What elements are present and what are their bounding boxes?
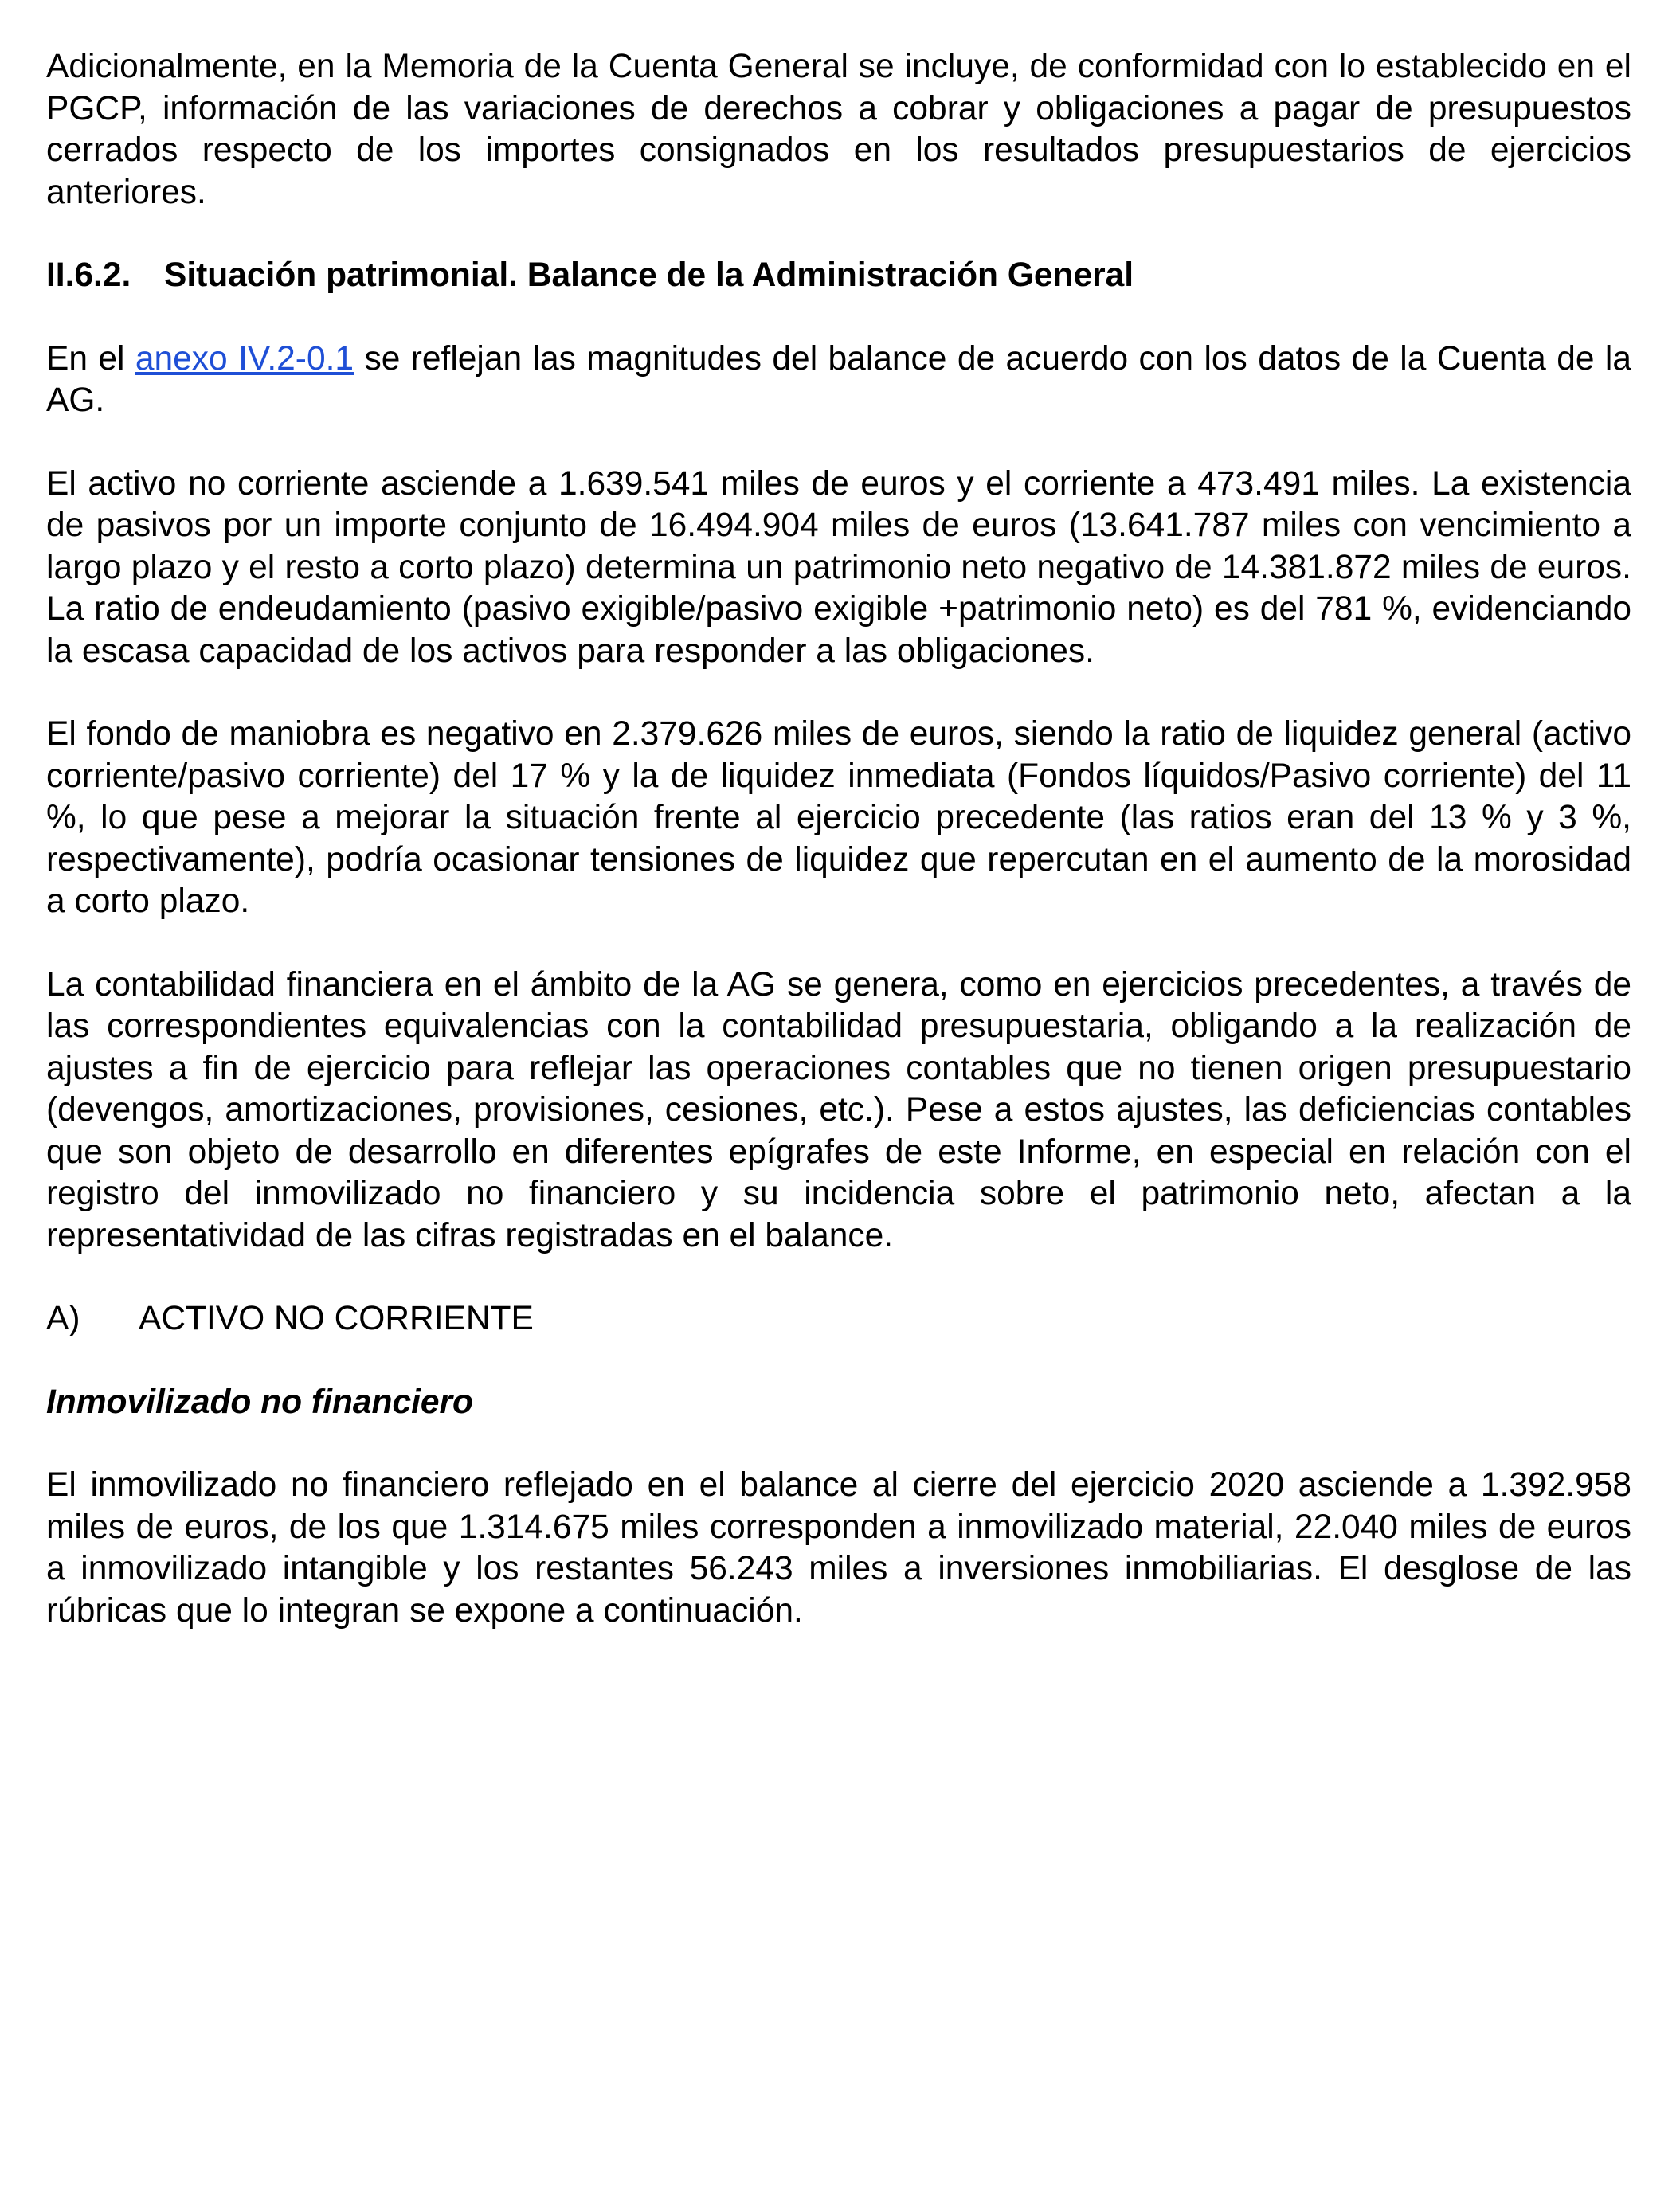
paragraph-anexo bbox=[46, 338, 1631, 422]
section-number: II.6.2. bbox=[46, 256, 131, 294]
paragraph-anexo-intro: En el bbox=[46, 339, 135, 378]
italic-subheading: Inmovilizado no financiero bbox=[46, 1383, 474, 1421]
paragraph-activo: El activo no corriente asciende a 1.639.541 miles de euros y el corriente a 473.491 miles. La existencia de pasivos por un importe conjunto de 16.494.904 miles de euros (13.641.787 miles con vencimiento a largo plazo y el resto a corto plazo) determina un patrimonio neto negativo de 14.381.872 miles de euros. La ratio de endeudamiento (pasivo exigible/pasivo exigible +patrimonio neto) es del 781 %, evidenciando la escasa capacidad de los activos para responder a las obligaciones. bbox=[46, 464, 1631, 670]
paragraph-contabilidad: La contabilidad financiera en el ámbito de la AG se genera, como en ejercicios precedentes, a través de las correspondientes equivalencias con la contabilidad presupuestaria, obligando a la realización de ajustes a fin de ejercicio para reflejar las operaciones contables que no tienen origen presupuestario (devengos, amortizaciones, provisiones, cesiones, etc.). Pese a estos ajustes, las deficiencias contables que son objeto de desarrollo en diferentes epígrafes de este Informe, en especial en relación con el registro del inmovilizado no financiero y su incidencia sobre el patrimonio neto, afectan a la representatividad de las cifras registradas en el balance. bbox=[46, 965, 1631, 1254]
subsection-heading bbox=[46, 1298, 1631, 1340]
section-title: Situación patrimonial. Balance de la Administración General bbox=[164, 256, 1134, 294]
section-heading bbox=[46, 255, 1631, 297]
subsection-title: ACTIVO NO CORRIENTE bbox=[139, 1300, 534, 1337]
paragraph-memoria: Adicionalmente, en la Memoria de la Cuenta General se incluye, de conformidad con lo establecido en el PGCP, información de las variaciones de derechos a cobrar y obligaciones a pagar de presupuestos cerrados respecto de los importes consignados en los resultados presupuestarios de ejercicios anteriores. bbox=[46, 48, 1631, 211]
paragraph-anexo-rest: se reflejan las magnitudes del balance de acuerdo con los datos de la Cuenta de la AG. bbox=[46, 339, 1631, 419]
paragraph-inmovilizado: El inmovilizado no financiero reflejado en el balance al cierre del ejercicio 2020 asciende a 1.392.958 miles de euros, de los que 1.314.675 miles corresponden a inmovilizado material, 22.040 miles de euros a inmovilizado intangible y los restantes 56.243 miles a inversiones inmobiliarias. El desglose de las rúbricas que lo integran se expone a continuación. bbox=[46, 1466, 1631, 1630]
paragraph-fondo-maniobra: El fondo de maniobra es negativo en 2.379.626 miles de euros, siendo la ratio de liquidez general (activo corriente/pasivo corriente) del 17 % y la de liquidez inmediata (Fondos líquidos/Pasivo corriente) del 11 %, lo que pese a mejorar la situación frente al ejercicio precedente (las ratios eran del 13 % y 3 %, respectivamente), podría ocasionar tensiones de liquidez que repercutan en el aumento de la morosidad a corto plazo. bbox=[46, 715, 1631, 920]
anexo-link[interactable]: anexo IV.2-0.1 bbox=[135, 339, 354, 378]
document-page bbox=[46, 46, 1631, 1673]
subsection-letter: A) bbox=[46, 1300, 80, 1337]
